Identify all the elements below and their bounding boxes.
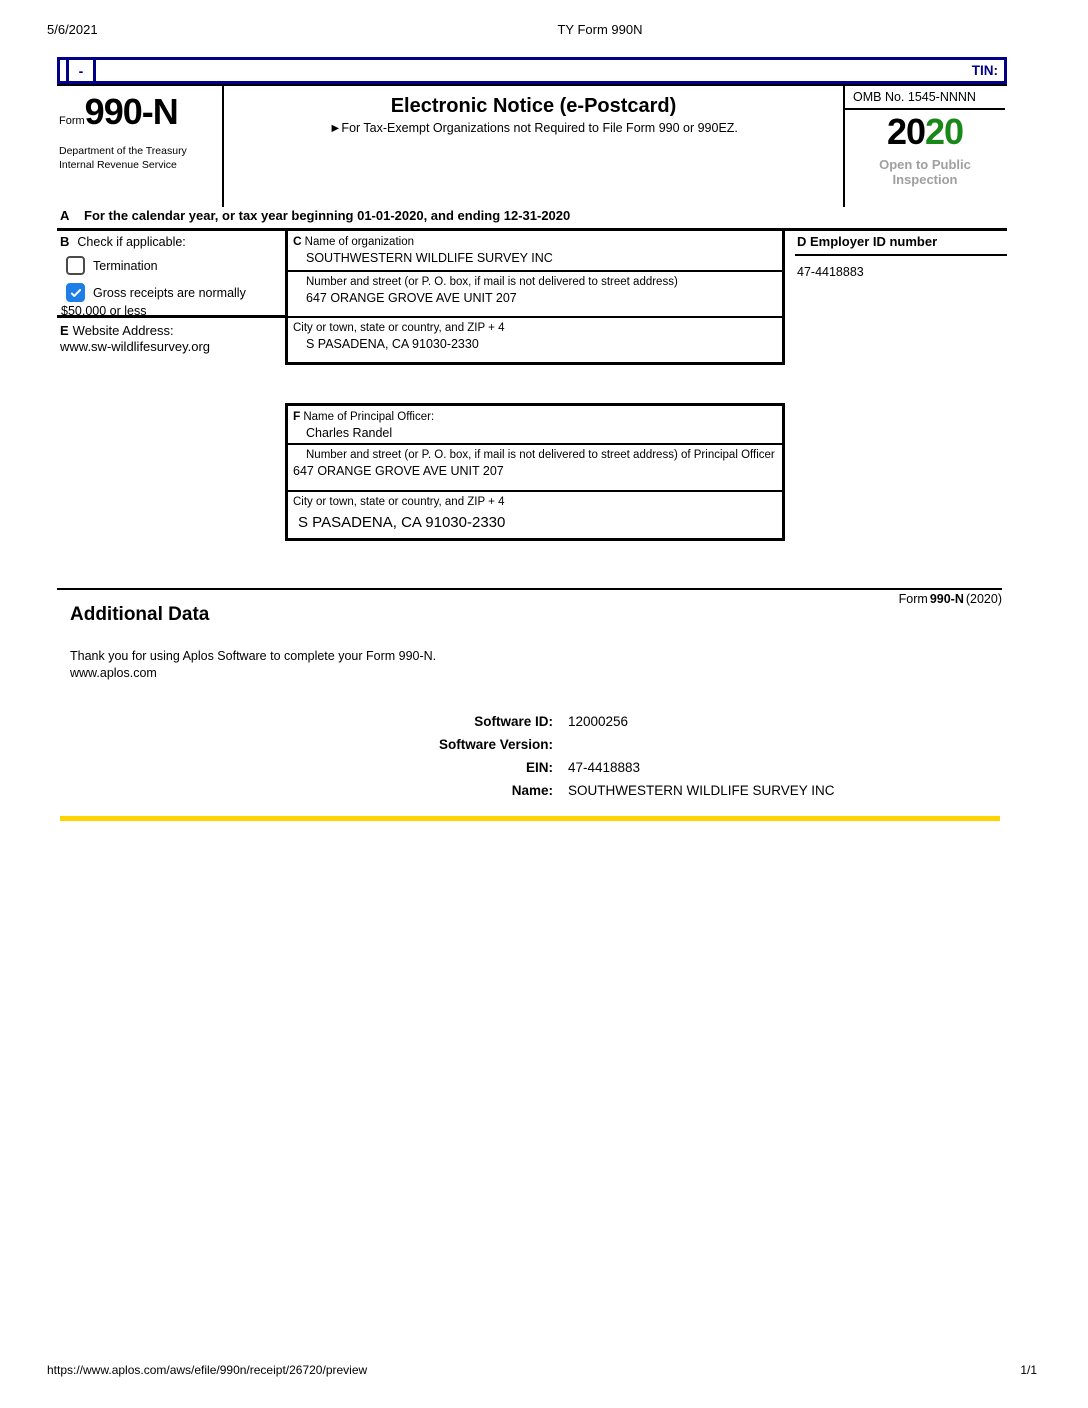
line-a-letter: A xyxy=(60,208,70,223)
org-name-value: SOUTHWESTERN WILDLIFE SURVEY INC xyxy=(306,250,553,265)
name-row xyxy=(57,779,877,802)
form-title-block xyxy=(222,86,845,207)
form-word: Form xyxy=(59,115,85,127)
agency-line-2: Internal Revenue Service xyxy=(59,158,177,171)
gross-receipts-row xyxy=(66,283,281,302)
officer-street-value: 647 ORANGE GROVE AVE UNIT 207 xyxy=(293,463,504,478)
thanks-text xyxy=(70,648,436,682)
section-c-letter: C xyxy=(293,234,302,248)
officer-name-value: Charles Randel xyxy=(306,425,393,440)
tax-year-first: 20 xyxy=(886,111,925,152)
software-id-row xyxy=(57,710,877,733)
form-header xyxy=(57,84,1007,207)
section-e-website xyxy=(57,318,285,356)
section-e-label: Website Address: xyxy=(72,323,174,338)
org-officer-column xyxy=(285,231,785,541)
software-id-label: Software ID: xyxy=(474,714,553,729)
page-number: 1/1 xyxy=(1020,1363,1037,1377)
org-street-row xyxy=(288,272,782,318)
tin-bar-left-cell xyxy=(60,60,69,81)
print-title: TY Form 990N xyxy=(557,22,643,37)
aplos-site: www.aplos.com xyxy=(70,665,157,680)
form-footer-word: Form xyxy=(898,592,928,606)
officer-name-label: Name of Principal Officer: xyxy=(303,411,435,423)
name-label: Name: xyxy=(511,783,553,798)
gross-receipts-label: Gross receipts are normally xyxy=(93,285,246,300)
section-d-column xyxy=(785,231,1007,541)
officer-street-label: Number and street (or P. O. box, if mail is not delivered to street address) of Principal Officer xyxy=(306,449,775,461)
tin-bar-dash: - xyxy=(69,60,96,81)
org-city-label: City or town, state or country, and ZIP + 4 xyxy=(293,322,505,334)
officer-street-row xyxy=(288,445,782,492)
form-subtitle: ►For Tax-Exempt Organizations not Required to File Form 990 or 990EZ. xyxy=(329,121,738,135)
section-b-check-if-applicable xyxy=(57,231,285,318)
software-version-row xyxy=(57,733,877,756)
org-city-value: S PASADENA, CA 91030-2330 xyxy=(306,336,479,351)
tin-label: TIN: xyxy=(971,63,998,78)
software-id-value: 12000256 xyxy=(568,714,629,729)
org-name-label: Name of organization xyxy=(304,236,414,248)
line-a-tax-year xyxy=(57,208,1007,223)
software-version-label: Software Version: xyxy=(438,737,553,752)
form-title: Electronic Notice (e-Postcard) xyxy=(390,95,677,117)
form-number-block xyxy=(57,86,222,207)
ein-row xyxy=(57,756,877,779)
form-number: 990-N xyxy=(84,91,178,132)
omb-number: OMB No. 1545-NNNN xyxy=(845,86,1005,110)
print-date: 5/6/2021 xyxy=(47,22,98,37)
form-footer-year: (2020) xyxy=(965,592,1002,606)
termination-row xyxy=(66,256,281,275)
ein-value: 47-4418883 xyxy=(568,760,641,775)
section-d-letter: D xyxy=(797,234,807,249)
org-name-row xyxy=(288,231,782,272)
section-f-letter: F xyxy=(293,409,301,423)
name-value: SOUTHWESTERN WILDLIFE SURVEY INC xyxy=(568,783,835,798)
gross-receipts-label-cont: $50,000 or less xyxy=(61,304,147,318)
open-to-public-label: Open to Public Inspection xyxy=(879,157,971,187)
box-gap xyxy=(285,365,785,403)
tin-bar-spacer xyxy=(96,60,972,81)
thanks-line: Thank you for using Aplos Software to complete your Form 990-N. xyxy=(70,649,437,663)
agency-line-1: Department of the Treasury xyxy=(59,145,187,157)
termination-checkbox[interactable] xyxy=(66,256,85,275)
footer-url: https://www.aplos.com/aws/efile/990n/receipt/26720/preview xyxy=(47,1363,368,1377)
tax-year xyxy=(845,111,1005,152)
section-c-organization-box xyxy=(285,231,785,365)
section-b-letter: B xyxy=(60,234,70,249)
employer-id-value: 47-4418883 xyxy=(797,265,864,279)
termination-label: Termination xyxy=(93,258,158,273)
section-b-label: Check if applicable: xyxy=(77,235,186,249)
ein-label: EIN: xyxy=(526,760,553,775)
org-city-row xyxy=(288,318,782,362)
section-e-letter: E xyxy=(60,323,69,338)
officer-city-row xyxy=(288,492,782,538)
form-body xyxy=(57,228,1007,541)
tax-year-second: 20 xyxy=(925,111,964,152)
yellow-divider xyxy=(60,816,1000,821)
org-street-value: 647 ORANGE GROVE AVE UNIT 207 xyxy=(306,290,517,305)
org-street-label: Number and street (or P. O. box, if mail is not delivered to street address) xyxy=(306,276,678,288)
footer-rule xyxy=(57,588,1002,590)
print-footer xyxy=(47,1363,1037,1377)
section-d-label: Employer ID number xyxy=(810,234,938,249)
section-b-column xyxy=(57,231,285,541)
tin-bar xyxy=(57,57,1007,84)
form-footer-number: 990-N xyxy=(929,592,964,606)
software-info-block xyxy=(57,710,877,802)
officer-name-row xyxy=(288,406,782,445)
officer-city-label: City or town, state or country, and ZIP + 4 xyxy=(293,496,505,508)
website-address-value: www.sw-wildlifesurvey.org xyxy=(60,339,211,355)
check-icon xyxy=(69,286,83,300)
omb-year-block xyxy=(845,86,1007,207)
line-a-text: For the calendar year, or tax year beginning 01-01-2020, and ending 12-31-2020 xyxy=(84,208,571,223)
officer-city-value: S PASADENA, CA 91030-2330 xyxy=(298,513,506,531)
gross-receipts-checkbox[interactable] xyxy=(66,283,85,302)
section-f-principal-officer-box xyxy=(285,403,785,541)
additional-data-heading: Additional Data xyxy=(70,604,210,625)
software-version-value xyxy=(568,733,877,756)
